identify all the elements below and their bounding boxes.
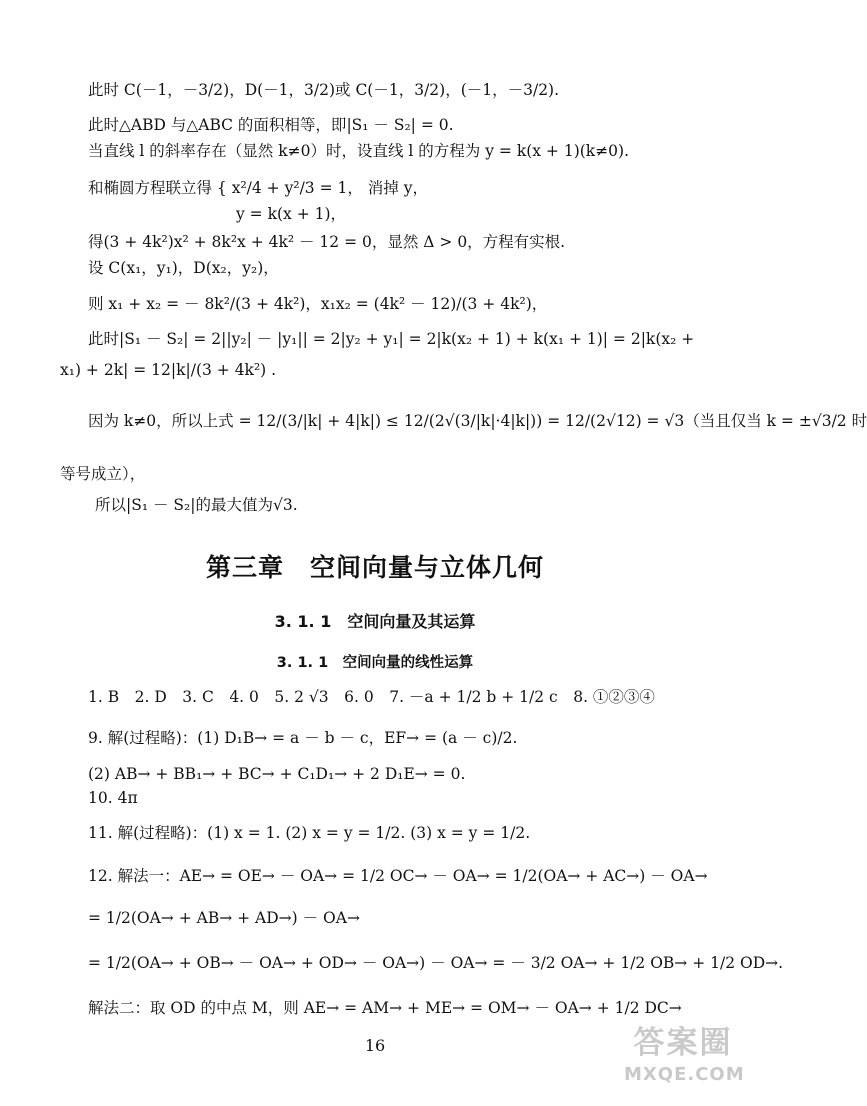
answer-line: (2) AB→ + BB₁→ + BC→ + C₁D₁→ + 2 D₁E→ = 0. [88,765,466,783]
text-line: 此时|S₁ － S₂| = 2||y₂| － |y₁|| = 2|y₂ + y₁| = 2|k(x₂ + 1) + k(x₁ + 1)| = 2|k(x₂ + [88,330,695,348]
page-number: 16 [364,1036,386,1055]
answer-line: = 1/2(OA→ + AB→ + AD→) － OA→ [88,909,360,927]
text-line: x₁) + 2k| = 12|k|/(3 + 4k²) . [60,361,277,379]
text-line: 当直线 l 的斜率存在（显然 k≠0）时，设直线 l 的方程为 y = k(x + 1)(k≠0). [88,142,630,160]
text-line: 等号成立）， [60,465,146,483]
answer-line: 解法二：取 OD 的中点 M，则 AE→ = AM→ + ME→ = OM→ － OA→ + 1/2 DC→ [88,999,682,1017]
answer-line: 1. B 2. D 3. C 4. 0 5. 2 √3 6. 0 7. －a + 1/2 b + 1/2 c 8. ①②③④ [88,688,655,706]
subsection-title: 3. 1. 1 空间向量的线性运算 [276,655,474,671]
section-title: 3. 1. 1 空间向量及其运算 [274,612,476,631]
text-line: 则 x₁ + x₂ = － 8k²/(3 + 4k²)，x₁x₂ = (4k² － 12)/(3 + 4k²)， [88,295,548,313]
watermark-url: MXQE.COM [624,1064,745,1085]
watermark-text: 答案圈 [633,1025,733,1061]
text-line: 因为 k≠0，所以上式 = 12/(3/|k| + 4|k|) ≤ 12/(2√(3/|k|·4|k|)) = 12/(2√12) = √3（当且仅当 k = ±√3/2 时 [88,412,867,430]
text-line: 设 C(x₁，y₁)，D(x₂，y₂)， [88,259,279,277]
text-line: 此时△ABD 与△ABC 的面积相等，即|S₁ － S₂| = 0. [88,116,454,134]
answer-line: 12. 解法一：AE→ = OE→ － OA→ = 1/2 OC→ － OA→ = 1/2(OA→ + AC→) － OA→ [88,867,708,885]
text-line: 所以|S₁ － S₂|的最大值为√3. [95,496,298,514]
text-line: 此时 C(－1，－3/2)，D(－1，3/2)或 C(－1，3/2)，(－1，－3/2). [88,81,560,99]
text-line: y = k(x + 1)， [236,205,347,223]
answer-line: 10. 4π [88,789,138,807]
text-line: 和椭圆方程联立得 { x²/4 + y²/3 = 1， 消掉 y， [88,179,428,197]
answer-line: 9. 解(过程略)：(1) D₁B→ = a － b － c，EF→ = (a － c)/2. [88,729,518,747]
answer-line: 11. 解(过程略)：(1) x = 1. (2) x = y = 1/2. (3) x = y = 1/2. [88,824,531,842]
chapter-title: 第三章 空间向量与立体几何 [205,553,544,582]
watermark-logo [624,1024,745,1096]
answer-line: = 1/2(OA→ + OB→ － OA→ + OD→ － OA→) － OA→ = － 3/2 OA→ + 1/2 OB→ + 1/2 OD→. [88,954,784,972]
text-line: 得(3 + 4k²)x² + 8k²x + 4k² － 12 = 0，显然 Δ > 0，方程有实根. [88,233,566,251]
